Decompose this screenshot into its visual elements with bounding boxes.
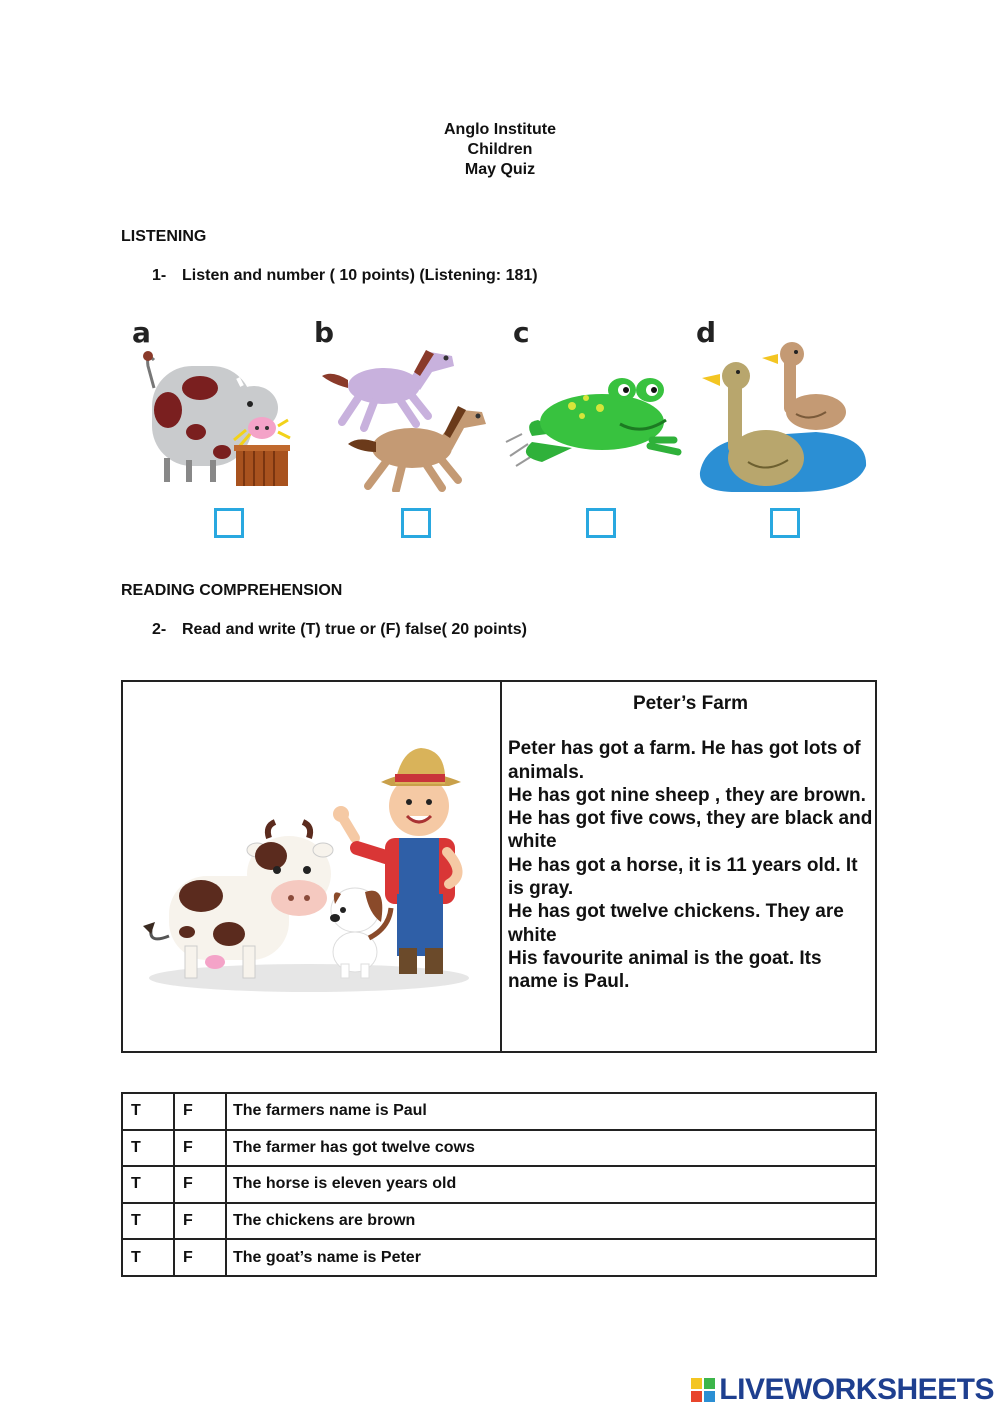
false-option[interactable]: F: [174, 1203, 226, 1240]
false-option[interactable]: F: [174, 1166, 226, 1203]
story-line: He has got nine sheep , they are brown.: [508, 784, 866, 806]
farmer-cow-dog-illustration: [129, 688, 493, 1044]
true-option[interactable]: T: [122, 1166, 174, 1203]
story-line: He has got five cows, they are black and white: [508, 808, 873, 853]
story-title: Peter’s Farm: [632, 693, 749, 714]
answer-box-c[interactable]: [586, 508, 616, 538]
reading-title: READING COMPREHENSION: [121, 582, 343, 599]
false-option[interactable]: F: [174, 1130, 226, 1167]
table-row: [122, 1239, 876, 1276]
question-2-text: Read and write (T) true or (F) false( 20 points): [182, 621, 527, 638]
story-box: [121, 680, 877, 1053]
table-row: [122, 1166, 876, 1203]
question-1-number: 1-: [152, 267, 167, 284]
item-letter-c: c: [513, 316, 530, 349]
liveworksheets-logo-icon: [691, 1378, 715, 1402]
item-letter-b: b: [314, 316, 335, 349]
institute-name: Anglo Institute: [444, 121, 556, 138]
true-option[interactable]: T: [122, 1203, 174, 1240]
question-2: [152, 621, 527, 639]
quiz-name: May Quiz: [464, 161, 536, 178]
false-option[interactable]: F: [174, 1239, 226, 1276]
statement-text: The farmers name is Paul: [226, 1093, 876, 1130]
story-line: He has got twelve chickens. They are white: [508, 901, 844, 946]
horses-icon: [318, 340, 490, 492]
answer-box-a[interactable]: [214, 508, 244, 538]
statement-text: The goat’s name is Peter: [226, 1239, 876, 1276]
true-option[interactable]: T: [122, 1093, 174, 1130]
cow-icon: [138, 348, 294, 488]
story-line: His favourite animal is the goat. Its name is Paul.: [508, 947, 822, 993]
table-row: [122, 1203, 876, 1240]
table-row: [122, 1093, 876, 1130]
question-1: [152, 267, 538, 285]
true-option[interactable]: T: [122, 1130, 174, 1167]
listening-title: LISTENING: [121, 228, 207, 245]
question-1-text: Listen and number ( 10 points) (Listening: 181): [182, 267, 538, 284]
question-2-number: 2-: [152, 621, 167, 638]
answer-box-d[interactable]: [770, 508, 800, 538]
table-row: [122, 1130, 876, 1167]
worksheet-header: [0, 120, 1000, 180]
level-name: Children: [467, 141, 533, 158]
story-text: [508, 692, 873, 994]
item-letter-a: a: [132, 316, 151, 349]
statement-text: The chickens are brown: [226, 1203, 876, 1240]
ducks-icon: [696, 340, 870, 496]
true-option[interactable]: T: [122, 1239, 174, 1276]
frog-icon: [502, 376, 684, 472]
true-false-table: [121, 1092, 877, 1277]
statement-text: The farmer has got twelve cows: [226, 1130, 876, 1167]
answer-box-b[interactable]: [401, 508, 431, 538]
item-letter-d: d: [696, 316, 717, 349]
story-line: Peter has got a farm. He has got lots of animals.: [508, 738, 861, 783]
story-divider: [500, 682, 502, 1051]
liveworksheets-logo: [691, 1373, 994, 1407]
logo-text: LIVEWORKSHEETS: [719, 1373, 994, 1406]
false-option[interactable]: F: [174, 1093, 226, 1130]
story-line: He has got a horse, it is 11 years old. It is gray.: [508, 854, 858, 900]
statement-text: The horse is eleven years old: [226, 1166, 876, 1203]
